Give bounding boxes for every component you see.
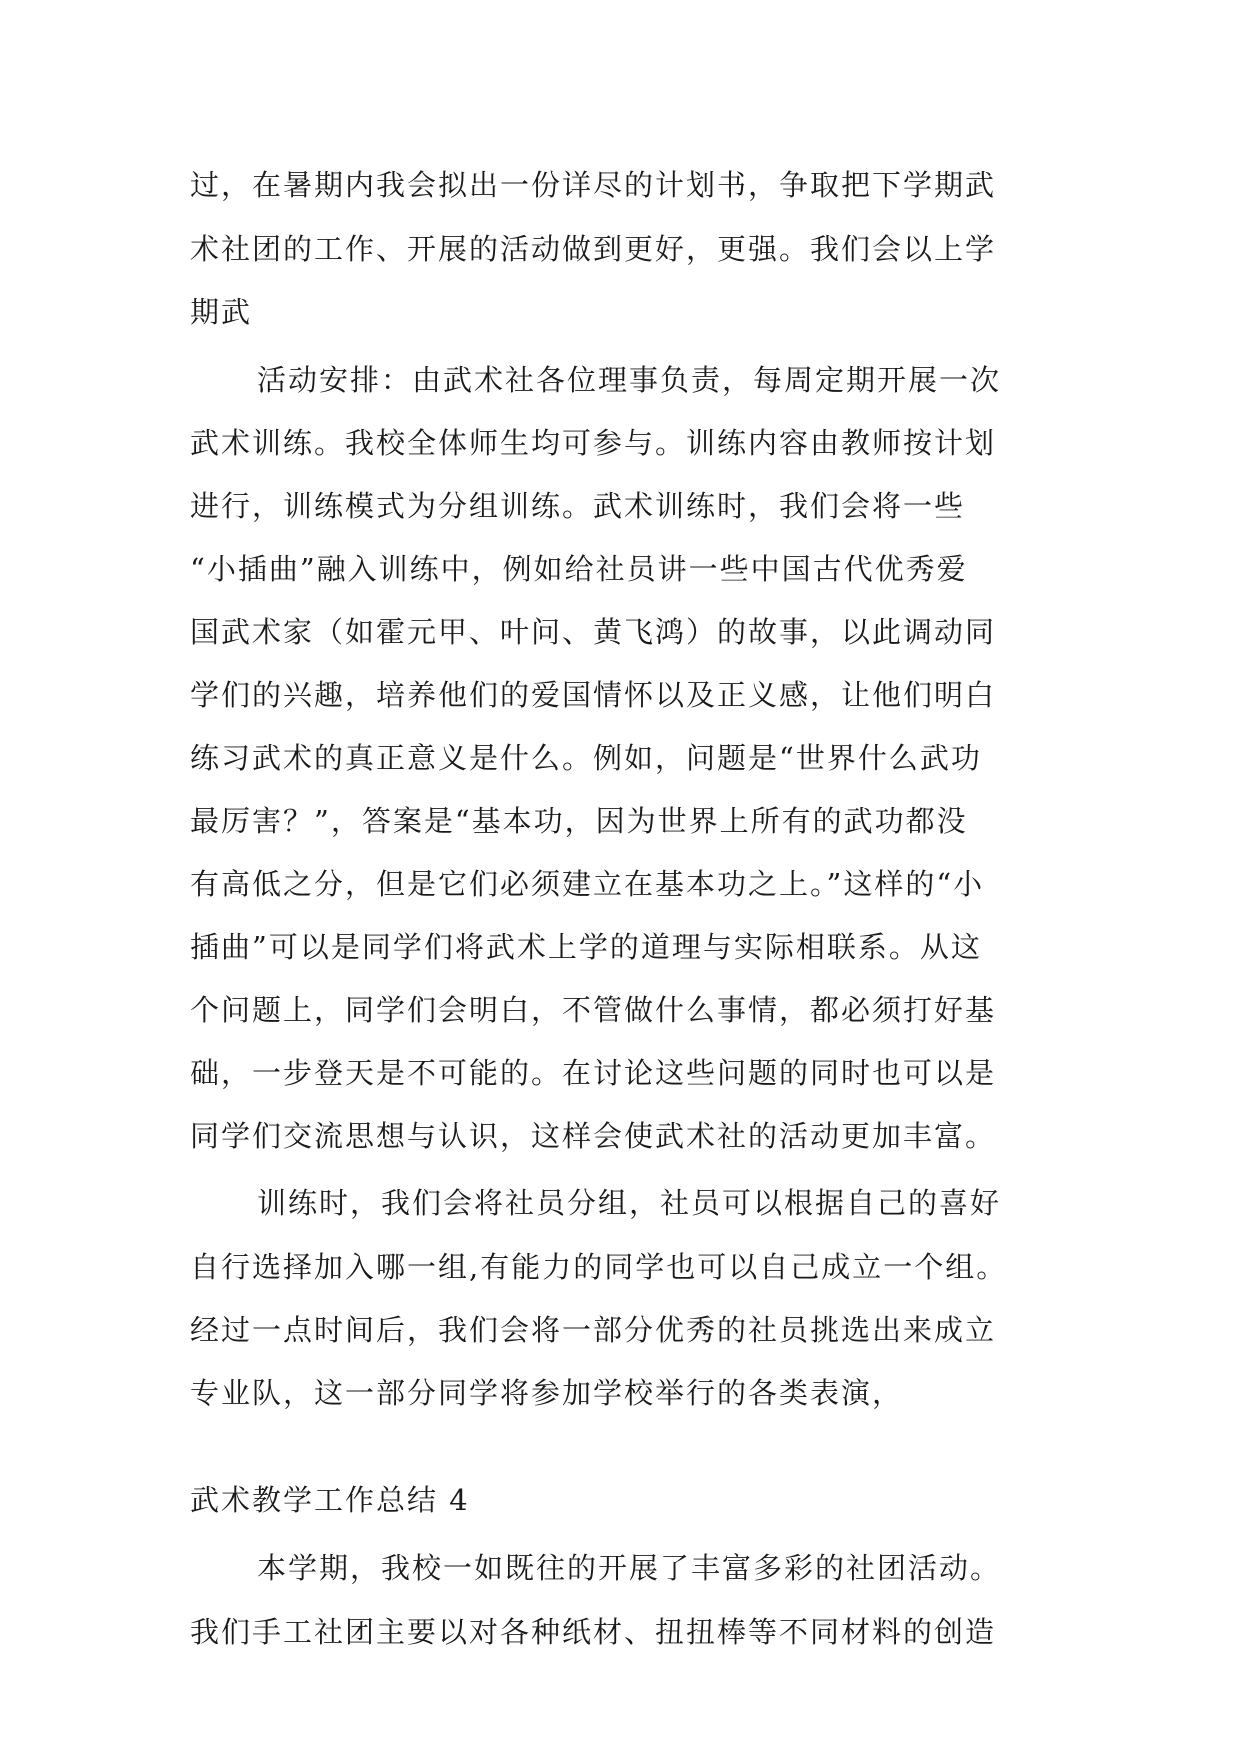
text-line: 国武术家（如霍元甲、叶问、黄飞鸿）的故事，以此调动同 [190, 615, 997, 649]
text-line: 最厉害？”，答案是“基本功，因为世界上所有的武功都没 [190, 804, 968, 838]
text-line: 我们手工社团主要以对各种纸材、扭扭棒等不同材料的创造 [190, 1615, 997, 1649]
text-line: 有高低之分，但是它们必须建立在基本功之上。”这样的“小 [190, 867, 985, 901]
text-line: 个问题上，同学们会明白，不管做什么事情，都必须打好基 [190, 993, 997, 1027]
text-line: 学们的兴趣，培养他们的爱国情怀以及正义感，让他们明白 [190, 678, 997, 712]
paragraph-first-line: 本学期，我校一如既往的开展了丰富多彩的社团活动。 [257, 1551, 1002, 1585]
text-line: 专业队，这一部分同学将参加学校举行的各类表演， [190, 1376, 904, 1410]
paragraph-first-line: 训练时，我们会将社员分组，社员可以根据自己的喜好 [257, 1186, 1002, 1220]
text-line: 自行选择加入哪一组,有能力的同学也可以自己成立一个组。 [190, 1250, 1008, 1284]
section-heading: 武术教学工作总结 4 [190, 1483, 470, 1517]
text-line: 插曲”可以是同学们将武术上学的道理与实际相联系。从这 [190, 930, 982, 964]
text-line: 础，一步登天是不可能的。在讨论这些问题的同时也可以是 [190, 1056, 997, 1090]
text-line: “小插曲”融入训练中，例如给社员讲一些中国古代优秀爱 [190, 552, 968, 586]
paragraph-first-line: 活动安排：由武术社各位理事负责，每周定期开展一次 [257, 363, 1002, 397]
text-line: 同学们交流思想与认识，这样会使武术社的活动更加丰富。 [190, 1119, 997, 1153]
text-line: 术社团的工作、开展的活动做到更好，更强。我们会以上学 [190, 232, 997, 266]
text-line: 过，在暑期内我会拟出一份详尽的计划书，争取把下学期武 [190, 168, 997, 202]
text-line: 进行，训练模式为分组训练。武术训练时，我们会将一些 [190, 489, 966, 523]
text-line: 期武 [190, 295, 253, 329]
text-line: 经过一点时间后，我们会将一部分优秀的社员挑选出来成立 [190, 1313, 997, 1347]
text-line: 练习武术的真正意义是什么。例如，问题是“世界什么武功 [190, 741, 982, 775]
text-line: 武术训练。我校全体师生均可参与。训练内容由教师按计划 [190, 426, 997, 460]
